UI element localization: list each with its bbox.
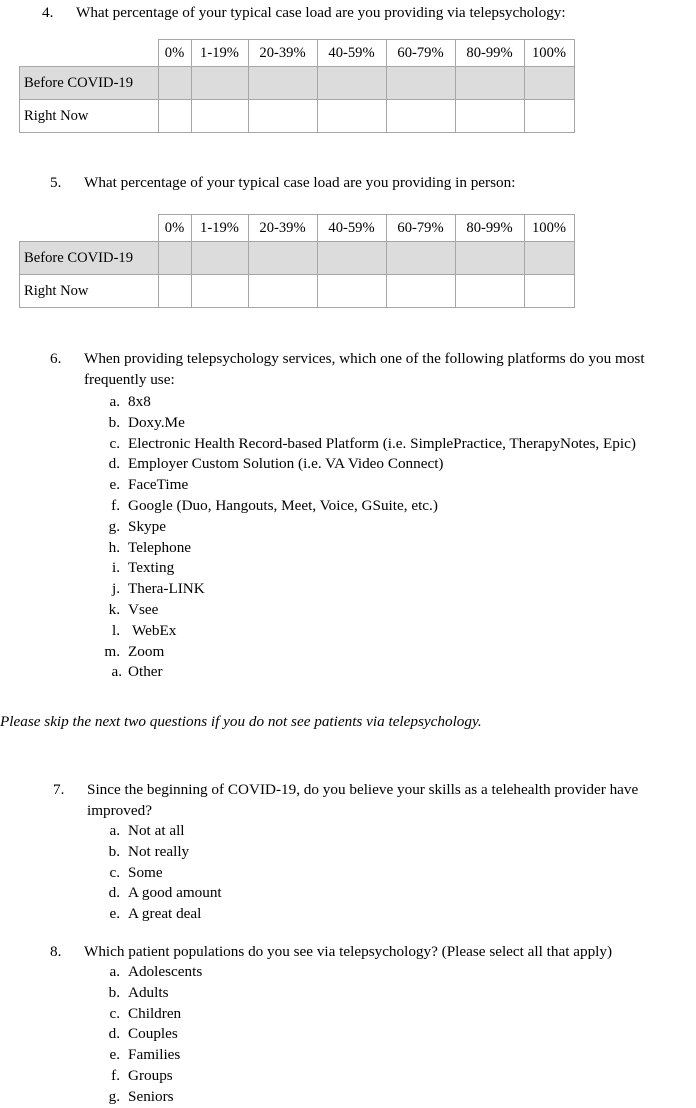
question-5-number: 5.: [50, 174, 62, 191]
table-header-0: 0%: [158, 40, 191, 67]
option-label: 8x8: [128, 393, 151, 410]
option-label: Couples: [128, 1025, 178, 1043]
option-label: Telephone: [128, 538, 192, 556]
answer-cell[interactable]: [158, 275, 191, 308]
answer-cell[interactable]: [317, 100, 386, 133]
answer-cell[interactable]: [524, 275, 574, 308]
table-header-2: 20-39%: [248, 40, 317, 67]
option-marker: c.: [109, 863, 120, 881]
row-label-right-now: Right Now: [20, 100, 159, 133]
option-marker: a.: [109, 963, 120, 980]
answer-cell[interactable]: [386, 242, 455, 275]
answer-cell[interactable]: [158, 242, 191, 275]
table-header-2: 20-39%: [248, 215, 317, 242]
option-marker: d.: [108, 1025, 120, 1043]
table-header-1: 1-19%: [191, 40, 248, 67]
table-header-3: 40-59%: [317, 215, 386, 242]
question-4-text: What percentage of your typical case load are you providing via telepsychology:: [76, 4, 566, 21]
option-marker: c.: [109, 1004, 120, 1022]
question-4: [42, 2, 692, 23]
question-4-number: 4.: [42, 4, 54, 21]
answer-cell[interactable]: [158, 67, 191, 100]
option-label: A great deal: [128, 905, 202, 923]
answer-cell[interactable]: [191, 67, 248, 100]
option-item[interactable]: [100, 1024, 660, 1045]
table-header-row: [20, 40, 575, 67]
answer-cell[interactable]: [317, 242, 386, 275]
telepsychology-percentage-table[interactable]: [19, 39, 575, 133]
in-person-percentage-table[interactable]: [19, 214, 575, 308]
option-label: Thera-LINK: [128, 580, 205, 598]
option-marker: l.: [111, 621, 120, 639]
option-marker: d.: [108, 455, 120, 473]
skip-instruction: [0, 711, 482, 732]
option-marker: k.: [108, 600, 120, 618]
option-label: Groups: [128, 1066, 173, 1084]
option-marker: f.: [111, 1066, 120, 1084]
answer-cell[interactable]: [455, 242, 524, 275]
answer-cell[interactable]: [455, 100, 524, 133]
option-label: Adolescents: [128, 963, 203, 980]
question-7-options: [100, 821, 660, 925]
option-label: Adults: [128, 983, 169, 1001]
answer-cell[interactable]: [386, 100, 455, 133]
option-label: Vsee: [128, 600, 159, 618]
answer-cell[interactable]: [191, 275, 248, 308]
table-header-3: 40-59%: [317, 40, 386, 67]
option-item[interactable]: [100, 1004, 660, 1025]
option-label: Not at all: [128, 822, 185, 839]
answer-cell[interactable]: [524, 67, 574, 100]
question-5: [50, 172, 690, 193]
question-6: [50, 348, 695, 390]
option-item[interactable]: [100, 983, 660, 1004]
option-item[interactable]: [100, 454, 690, 475]
table-row-before-covid: [20, 67, 575, 100]
option-item[interactable]: [100, 392, 690, 413]
question-6-text: When providing telepsychology services, which one of the following platforms do you most frequently use:: [84, 350, 645, 388]
option-label: Other: [128, 663, 163, 681]
option-item[interactable]: [100, 538, 690, 559]
row-label-right-now: Right Now: [20, 275, 159, 308]
option-marker: e.: [109, 1046, 120, 1064]
question-5-text: What percentage of your typical case load are you providing in person:: [84, 174, 516, 191]
table-header-0: 0%: [158, 215, 191, 242]
option-marker: b.: [108, 842, 120, 860]
option-marker: c.: [109, 434, 120, 452]
option-item[interactable]: [100, 600, 690, 621]
option-marker: a.: [109, 393, 120, 410]
option-marker: h.: [108, 538, 120, 556]
table-header-5: 80-99%: [455, 40, 524, 67]
option-label: Employer Custom Solution (i.e. VA Video Connect): [128, 455, 444, 473]
option-label: Some: [128, 863, 163, 881]
option-label: Skype: [128, 517, 166, 535]
option-label: Zoom: [128, 642, 165, 660]
question-8-number: 8.: [50, 943, 62, 960]
answer-cell[interactable]: [524, 100, 574, 133]
row-label-before-covid: Before COVID-19: [20, 67, 159, 100]
question-6-options: [100, 392, 690, 683]
table-header-6: 100%: [524, 215, 574, 242]
option-marker: g.: [108, 517, 120, 535]
option-item[interactable]: [100, 579, 690, 600]
option-item[interactable]: [100, 842, 660, 863]
question-7: [53, 779, 693, 821]
question-8: [50, 941, 696, 962]
option-item[interactable]: [100, 662, 690, 683]
question-7-number: 7.: [53, 781, 65, 798]
option-item[interactable]: [100, 413, 690, 434]
table-row-right-now: [20, 100, 575, 133]
answer-cell[interactable]: [317, 275, 386, 308]
option-marker: f.: [111, 496, 120, 514]
option-marker: e.: [109, 476, 120, 494]
answer-cell[interactable]: [191, 100, 248, 133]
question-6-number: 6.: [50, 350, 62, 367]
table-header-4: 60-79%: [386, 40, 455, 67]
option-label: Doxy.Me: [128, 413, 185, 431]
answer-cell[interactable]: [191, 242, 248, 275]
option-label: FaceTime: [128, 476, 189, 494]
table-header-5: 80-99%: [455, 215, 524, 242]
option-item[interactable]: [100, 558, 690, 579]
option-item[interactable]: [100, 496, 690, 517]
answer-cell[interactable]: [386, 275, 455, 308]
table-header-row: [20, 215, 575, 242]
answer-cell[interactable]: [248, 242, 317, 275]
option-item[interactable]: [100, 962, 660, 983]
row-label-before-covid: Before COVID-19: [20, 242, 159, 275]
option-item[interactable]: [100, 1087, 660, 1108]
option-label: Texting: [128, 559, 175, 577]
option-item[interactable]: [100, 434, 690, 455]
option-marker: e.: [109, 905, 120, 923]
answer-cell[interactable]: [524, 242, 574, 275]
table-header-1: 1-19%: [191, 215, 248, 242]
answer-cell[interactable]: [248, 100, 317, 133]
option-label: Not really: [128, 842, 190, 860]
option-label: Electronic Health Record-based Platform (i.e. SimplePractice, TherapyNotes, Epic): [128, 434, 636, 452]
option-marker: m.: [104, 642, 120, 660]
option-item[interactable]: [100, 883, 660, 904]
table-corner-cell: [20, 215, 159, 242]
option-item[interactable]: [100, 904, 660, 925]
option-label: A good amount: [128, 884, 222, 902]
option-marker: g.: [108, 1087, 120, 1105]
option-item[interactable]: [100, 517, 690, 538]
option-marker: i.: [111, 559, 120, 577]
option-label: Google (Duo, Hangouts, Meet, Voice, GSuite, etc.): [128, 496, 438, 514]
option-marker: j.: [111, 580, 120, 598]
answer-cell[interactable]: [248, 67, 317, 100]
option-label: Families: [128, 1046, 181, 1064]
question-8-options: [100, 962, 660, 1108]
option-item[interactable]: [100, 1045, 660, 1066]
option-marker: b.: [108, 983, 120, 1001]
option-label: Children: [128, 1004, 182, 1022]
option-marker: a.: [111, 663, 122, 681]
skip-instruction-text: Please skip the next two questions if you do not see patients via telepsychology.: [0, 713, 482, 730]
option-item[interactable]: [100, 863, 660, 884]
question-8-text: Which patient populations do you see via telepsychology? (Please select all that apply): [84, 943, 613, 960]
option-marker: a.: [109, 822, 120, 839]
option-marker: b.: [108, 413, 120, 431]
option-item[interactable]: [100, 642, 690, 663]
answer-cell[interactable]: [455, 275, 524, 308]
table-row-before-covid: [20, 242, 575, 275]
answer-cell[interactable]: [158, 100, 191, 133]
option-marker: d.: [108, 884, 120, 902]
option-label: Seniors: [128, 1087, 174, 1105]
table-row-right-now: [20, 275, 575, 308]
question-7-text: Since the beginning of COVID-19, do you believe your skills as a telehealth provider have improved?: [87, 781, 639, 819]
table-corner-cell: [20, 40, 159, 67]
option-item[interactable]: [100, 475, 690, 496]
answer-cell[interactable]: [317, 67, 386, 100]
table-header-4: 60-79%: [386, 215, 455, 242]
option-item[interactable]: [100, 821, 660, 842]
table-header-6: 100%: [524, 40, 574, 67]
option-item[interactable]: [100, 621, 690, 642]
answer-cell[interactable]: [248, 275, 317, 308]
answer-cell[interactable]: [386, 67, 455, 100]
option-label: WebEx: [132, 621, 177, 639]
option-item[interactable]: [100, 1066, 660, 1087]
answer-cell[interactable]: [455, 67, 524, 100]
